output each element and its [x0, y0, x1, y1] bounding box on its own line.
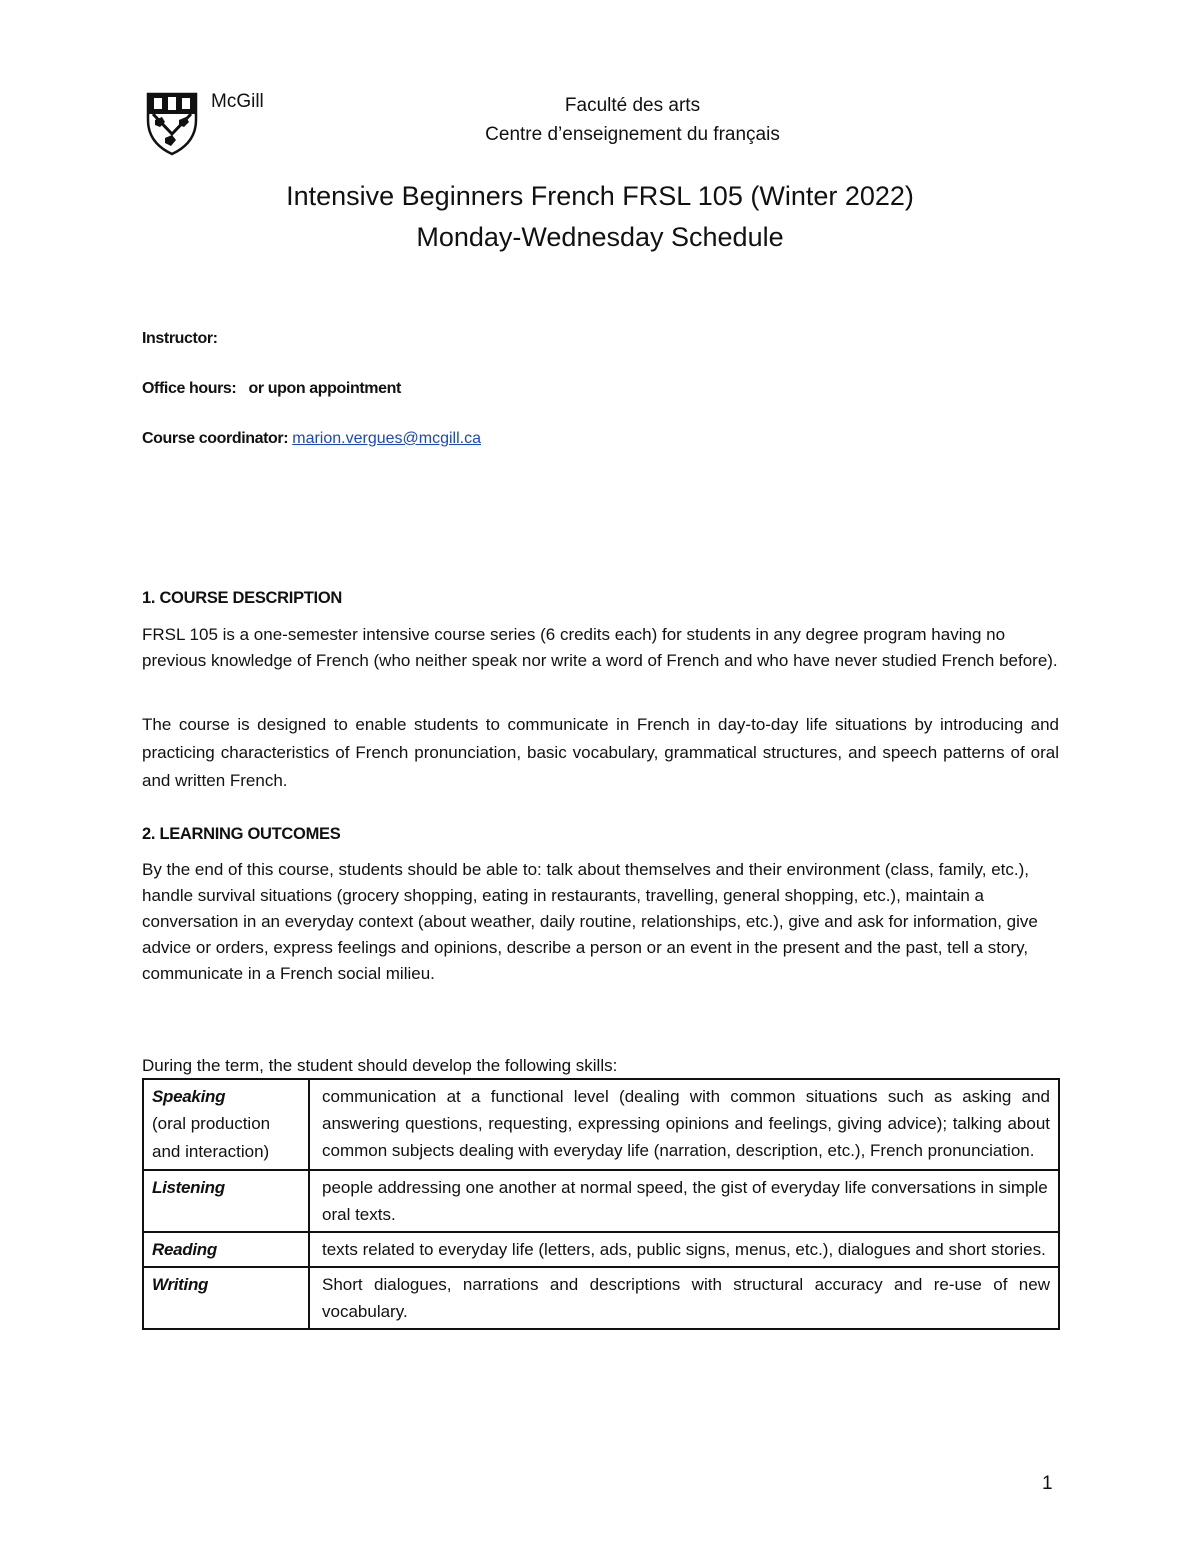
- faculty-name: Faculté des arts: [564, 95, 701, 116]
- table-row: [143, 1079, 1059, 1170]
- skill-name-cell: [143, 1170, 309, 1232]
- skill-name: Writing: [152, 1275, 209, 1294]
- skill-description: people addressing one another at normal speed, the gist of everyday life conversations in simple oral texts.: [309, 1170, 1059, 1232]
- skills-intro: During the term, the student should develop the following skills:: [142, 1056, 618, 1075]
- logo-wordmark: McGill: [211, 91, 264, 112]
- skill-name: Reading: [152, 1240, 217, 1259]
- learning-outcomes-paragraph: By the end of this course, students should be able to: talk about themselves and their environment (class, family, etc.), handle survival situations (grocery shopping, eating in restaurants, travelling, general shopping, etc.), maintain a conversation in an everyday context (about weather, daily routine, relationships, etc.), give and ask for information, give advice or orders, express feelings and opinions, describe a person or an event in the present and the past, tell a story, communicate in a French social milieu.: [142, 860, 1038, 983]
- course-description-paragraph-2: The course is designed to enable students to communicate in French in day-to-day life situations by introducing and practicing characteristics of French pronunciation, basic vocabulary, grammatical structures, and speech patterns of oral and written French.: [142, 715, 1059, 790]
- table-row: [143, 1232, 1059, 1267]
- skill-name-cell: [143, 1232, 309, 1267]
- skill-name-cell: [143, 1267, 309, 1329]
- instructor-label: Instructor:: [142, 330, 218, 347]
- skill-name: Speaking: [152, 1087, 226, 1106]
- course-description-paragraph-1: FRSL 105 is a one-semester intensive course series (6 credits each) for students in any degree program having no previous knowledge of French (who neither speak nor write a word of French and who have never studied French before).: [142, 625, 1058, 670]
- title-line-1: Intensive Beginners French FRSL 105 (Winter 2022): [286, 181, 914, 211]
- title-line-2: Monday-Wednesday Schedule: [416, 222, 784, 252]
- office-hours-label: Office hours:: [142, 380, 237, 397]
- coordinator-line: [142, 430, 481, 448]
- coordinator-label: Course coordinator:: [142, 430, 289, 447]
- skills-table: [142, 1078, 1060, 1330]
- faculty-block: [145, 91, 1060, 149]
- section-heading-course-description: 1. COURSE DESCRIPTION: [142, 589, 342, 607]
- skill-description: Short dialogues, narrations and descriptions with structural accuracy and re-use of new vocabulary.: [309, 1267, 1059, 1329]
- skill-description: texts related to everyday life (letters, ads, public signs, menus, etc.), dialogues and short stories.: [309, 1232, 1059, 1267]
- document-title: [0, 176, 1200, 258]
- coordinator-email-link[interactable]: marion.vergues@mcgill.ca: [292, 430, 481, 447]
- table-row: [143, 1267, 1059, 1329]
- letterhead: [145, 88, 1060, 168]
- instructor-line: [142, 330, 218, 348]
- skill-name: Listening: [152, 1178, 225, 1197]
- skill-name-cell: [143, 1079, 309, 1170]
- table-row: [143, 1170, 1059, 1232]
- page-number: 1: [1042, 1473, 1053, 1494]
- office-hours-line: [142, 380, 401, 398]
- office-hours-value: or upon appointment: [248, 380, 401, 397]
- skill-subtitle: (oral production and interaction): [152, 1114, 271, 1161]
- skill-description: communication at a functional level (dealing with common situations such as asking and answering questions, requesting, expressing opinions and feelings, giving advice); talking about common subjects dealing with everyday life (narration, description, etc.), French pronunciation.: [309, 1079, 1059, 1170]
- section-heading-learning-outcomes: 2. LEARNING OUTCOMES: [142, 825, 341, 843]
- centre-name: Centre d’enseignement du français: [485, 124, 780, 145]
